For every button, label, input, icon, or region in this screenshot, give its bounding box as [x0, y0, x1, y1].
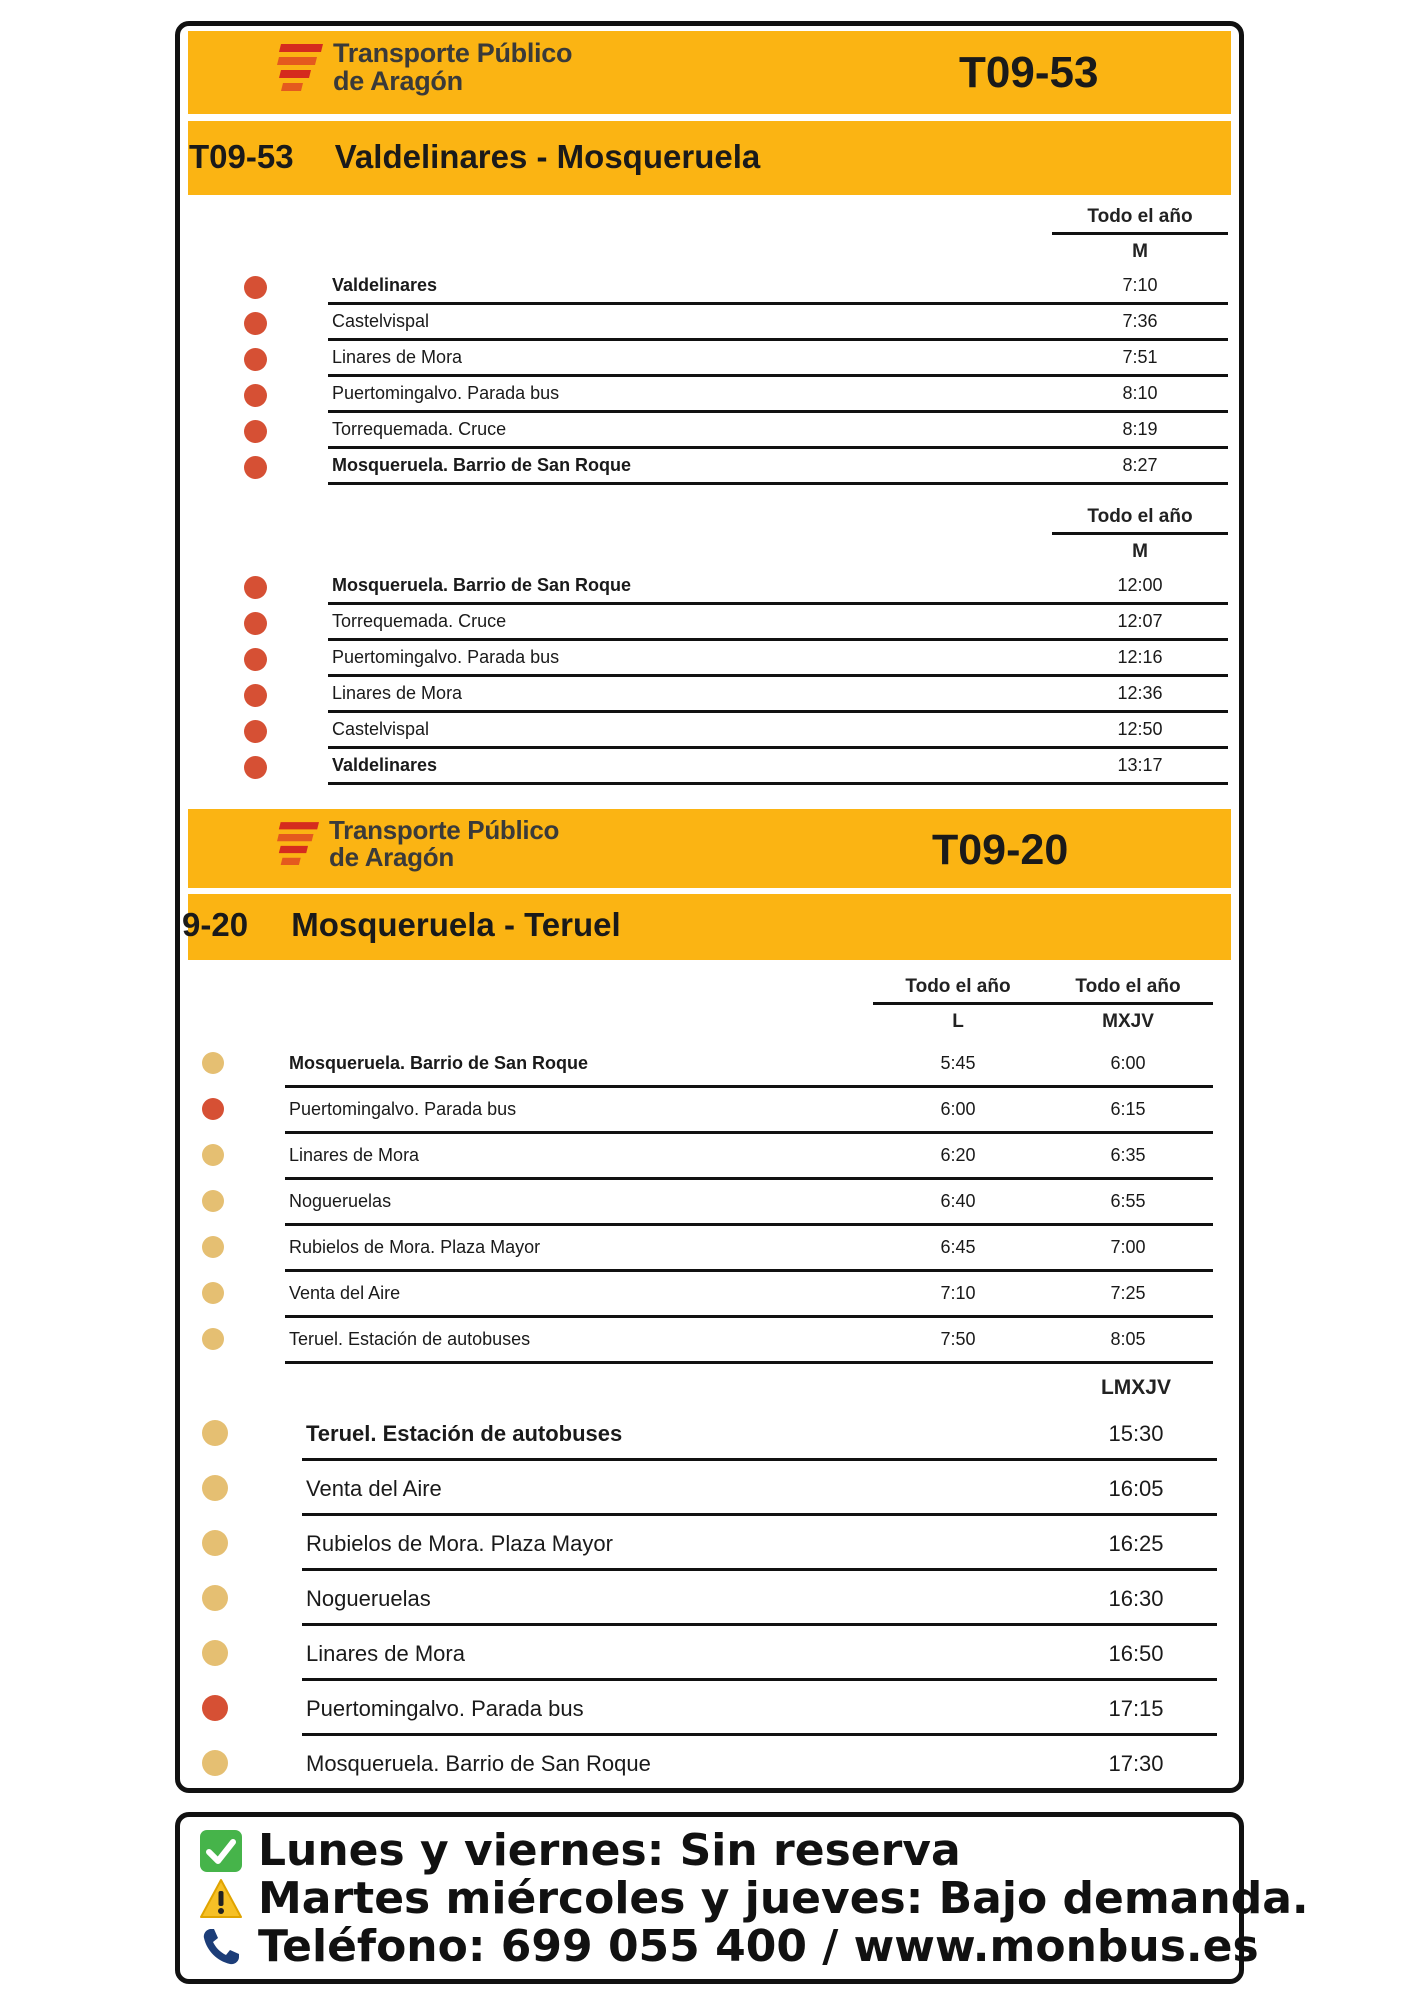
stop-row	[328, 413, 1228, 449]
departure-time: 6:35	[1110, 1145, 1146, 1165]
stop-name: Teruel. Estación de autobuses	[289, 1329, 531, 1349]
stop-marker-dot	[244, 312, 267, 335]
stop-marker-dot	[202, 1420, 228, 1446]
days-header-col1: L	[952, 1011, 964, 1032]
stop-name: Mosqueruela. Barrio de San Roque	[332, 455, 632, 475]
stop-name: Venta del Aire	[306, 1476, 442, 1501]
stop-marker-dot	[244, 276, 267, 299]
departure-time: 16:30	[1108, 1586, 1164, 1611]
warning-icon	[198, 1876, 244, 1922]
row-divider	[328, 482, 1228, 485]
departure-time: 5:45	[940, 1053, 976, 1073]
logo-stripes-icon	[277, 42, 323, 94]
stop-name: Mosqueruela. Barrio de San Roque	[289, 1053, 589, 1073]
stop-name: Mosqueruela. Barrio de San Roque	[306, 1751, 651, 1776]
departure-time: 7:00	[1110, 1237, 1146, 1257]
stop-name: Linares de Mora	[332, 347, 463, 367]
row-divider	[302, 1788, 1217, 1791]
departure-time: 6:00	[1110, 1053, 1146, 1073]
stop-row	[328, 269, 1228, 305]
departure-time: 12:36	[1117, 683, 1163, 703]
note-contact	[198, 1921, 1259, 1972]
service-notes	[175, 1812, 1309, 1984]
stop-marker-dot	[202, 1282, 224, 1304]
route-title-name: Mosqueruela - Teruel	[291, 906, 621, 943]
departure-time: 8:05	[1110, 1329, 1146, 1349]
header-divider	[1052, 232, 1228, 235]
stop-marker-dot	[244, 720, 267, 743]
stop-marker-dot	[244, 420, 267, 443]
stop-marker-dot	[202, 1530, 228, 1556]
stop-row	[285, 1318, 1213, 1364]
departure-time: 16:25	[1108, 1531, 1164, 1556]
stop-marker-dot	[244, 384, 267, 407]
stop-row	[328, 641, 1228, 677]
stop-name: Valdelinares	[332, 755, 438, 775]
stop-name: Castelvispal	[332, 311, 430, 331]
note-text: Martes miércoles y jueves: Bajo demanda.	[258, 1873, 1309, 1924]
stop-row	[328, 305, 1228, 341]
departure-time: 17:30	[1108, 1751, 1164, 1776]
stop-name: Nogueruelas	[289, 1191, 392, 1211]
departure-time: 17:15	[1108, 1696, 1164, 1721]
days-header-col2: MXJV	[1102, 1011, 1154, 1032]
stop-row	[302, 1736, 1217, 1791]
season-header-col2: Todo el año	[1075, 976, 1181, 997]
departure-time: 12:16	[1117, 647, 1163, 667]
stop-name: Puertomingalvo. Parada bus	[289, 1099, 517, 1119]
departure-time: 6:40	[940, 1191, 976, 1211]
stop-name: Puertomingalvo. Parada bus	[332, 647, 560, 667]
phone-icon	[198, 1924, 244, 1970]
stop-name: Nogueruelas	[306, 1586, 431, 1611]
stop-marker-dot	[202, 1098, 224, 1120]
stop-marker-dot	[244, 756, 267, 779]
stop-marker-dot	[202, 1190, 224, 1212]
stop-row	[302, 1571, 1217, 1626]
days-header: M	[1132, 241, 1148, 262]
stop-marker-dot	[244, 612, 267, 635]
stop-name: Castelvispal	[332, 719, 430, 739]
note-text: Lunes y viernes: Sin reserva	[258, 1825, 961, 1876]
stop-row	[328, 569, 1228, 605]
season-header: Todo el año	[1087, 206, 1193, 227]
stop-name: Torrequemada. Cruce	[332, 419, 507, 439]
stop-marker-dot	[202, 1640, 228, 1666]
stop-marker-dot	[202, 1750, 228, 1776]
days-header: LMXJV	[1100, 1376, 1171, 1399]
stop-name: Puertomingalvo. Parada bus	[332, 383, 560, 403]
route-title-code: 9-20	[182, 906, 249, 943]
route-title	[182, 906, 621, 944]
stop-marker-dot	[244, 456, 267, 479]
stop-row	[285, 1134, 1213, 1180]
departure-time: 7:36	[1122, 311, 1158, 331]
stop-marker-dot	[244, 648, 267, 671]
stop-name: Puertomingalvo. Parada bus	[306, 1696, 584, 1721]
note-text: Teléfono: 699 055 400 / www.monbus.es	[258, 1921, 1259, 1972]
route-code: T09-20	[932, 826, 1069, 874]
route-title-name: Valdelinares - Mosqueruela	[334, 138, 761, 175]
stop-row	[285, 1042, 1213, 1088]
departure-time: 8:10	[1122, 383, 1158, 403]
stop-marker-dot	[202, 1695, 228, 1721]
stop-name: Mosqueruela. Barrio de San Roque	[332, 575, 632, 595]
stop-row	[285, 1226, 1213, 1272]
stop-name: Linares de Mora	[306, 1641, 465, 1666]
stop-marker-dot	[244, 348, 267, 371]
departure-time: 12:00	[1117, 575, 1163, 595]
stop-marker-dot	[202, 1585, 228, 1611]
stop-name: Teruel. Estación de autobuses	[306, 1421, 623, 1446]
season-header: Todo el año	[1087, 506, 1193, 527]
stop-row	[302, 1406, 1217, 1461]
days-header: M	[1132, 541, 1148, 562]
note-no-reservation	[198, 1825, 961, 1876]
stop-row	[328, 377, 1228, 413]
stop-marker-dot	[202, 1144, 224, 1166]
logo-text-line1: Transporte Público	[333, 38, 573, 68]
stop-row	[302, 1681, 1217, 1736]
departure-time: 6:45	[940, 1237, 976, 1257]
stop-name: Linares de Mora	[332, 683, 463, 703]
stop-row	[328, 605, 1228, 641]
departure-time: 12:50	[1117, 719, 1163, 739]
stop-marker-dot	[202, 1328, 224, 1350]
departure-time: 7:51	[1122, 347, 1158, 367]
stop-row	[328, 749, 1228, 785]
departure-time: 12:07	[1117, 611, 1163, 631]
stop-name: Valdelinares	[332, 275, 438, 295]
logo-text-line2: de Aragón	[333, 65, 463, 96]
stop-row	[328, 449, 1228, 485]
departure-time: 7:50	[940, 1329, 976, 1349]
season-header-col1: Todo el año	[905, 976, 1011, 997]
check-icon	[198, 1828, 244, 1874]
stop-row	[285, 1272, 1213, 1318]
stop-marker-dot	[244, 576, 267, 599]
header-divider	[1052, 532, 1228, 535]
route-title	[189, 138, 760, 176]
stop-row	[285, 1180, 1213, 1226]
stop-name: Torrequemada. Cruce	[332, 611, 507, 631]
departure-time: 6:15	[1110, 1099, 1146, 1119]
departure-time: 16:05	[1108, 1476, 1164, 1501]
logo	[277, 817, 559, 870]
stop-row	[328, 341, 1228, 377]
departure-time: 8:27	[1122, 455, 1158, 475]
stop-marker-dot	[244, 684, 267, 707]
departure-time: 6:55	[1110, 1191, 1146, 1211]
route-code: T09-53	[959, 48, 1099, 97]
departure-time: 7:10	[1122, 275, 1158, 295]
departure-time: 6:00	[940, 1099, 976, 1119]
stop-row	[328, 677, 1228, 713]
logo-stripes-icon	[277, 820, 319, 868]
note-on-demand	[198, 1873, 1309, 1924]
stop-row	[302, 1626, 1217, 1681]
timetable-frame	[175, 21, 1244, 1793]
stop-marker-dot	[202, 1052, 224, 1074]
row-divider	[285, 1361, 1213, 1364]
departure-time: 13:17	[1117, 755, 1163, 775]
departure-time: 15:30	[1108, 1421, 1164, 1446]
stop-row	[302, 1461, 1217, 1516]
stop-marker-dot	[202, 1236, 224, 1258]
departure-time: 7:10	[940, 1283, 976, 1303]
logo-text-line1: Transporte Público	[329, 815, 560, 845]
stop-marker-dot	[202, 1475, 228, 1501]
logo	[277, 40, 572, 95]
stop-name: Linares de Mora	[289, 1145, 420, 1165]
stop-row	[328, 713, 1228, 749]
departure-time: 6:20	[940, 1145, 976, 1165]
stop-row	[285, 1088, 1213, 1134]
departure-time: 8:19	[1122, 419, 1158, 439]
logo-text-line2: de Aragón	[329, 841, 454, 872]
stop-name: Rubielos de Mora. Plaza Mayor	[289, 1237, 541, 1257]
stop-row	[302, 1516, 1217, 1571]
row-divider	[328, 782, 1228, 785]
stop-name: Rubielos de Mora. Plaza Mayor	[306, 1531, 613, 1556]
route-title-code: T09-53	[189, 138, 294, 175]
stop-name: Venta del Aire	[289, 1283, 401, 1303]
header-divider	[873, 1002, 1213, 1005]
departure-time: 7:25	[1110, 1283, 1146, 1303]
departure-time: 16:50	[1108, 1641, 1164, 1666]
